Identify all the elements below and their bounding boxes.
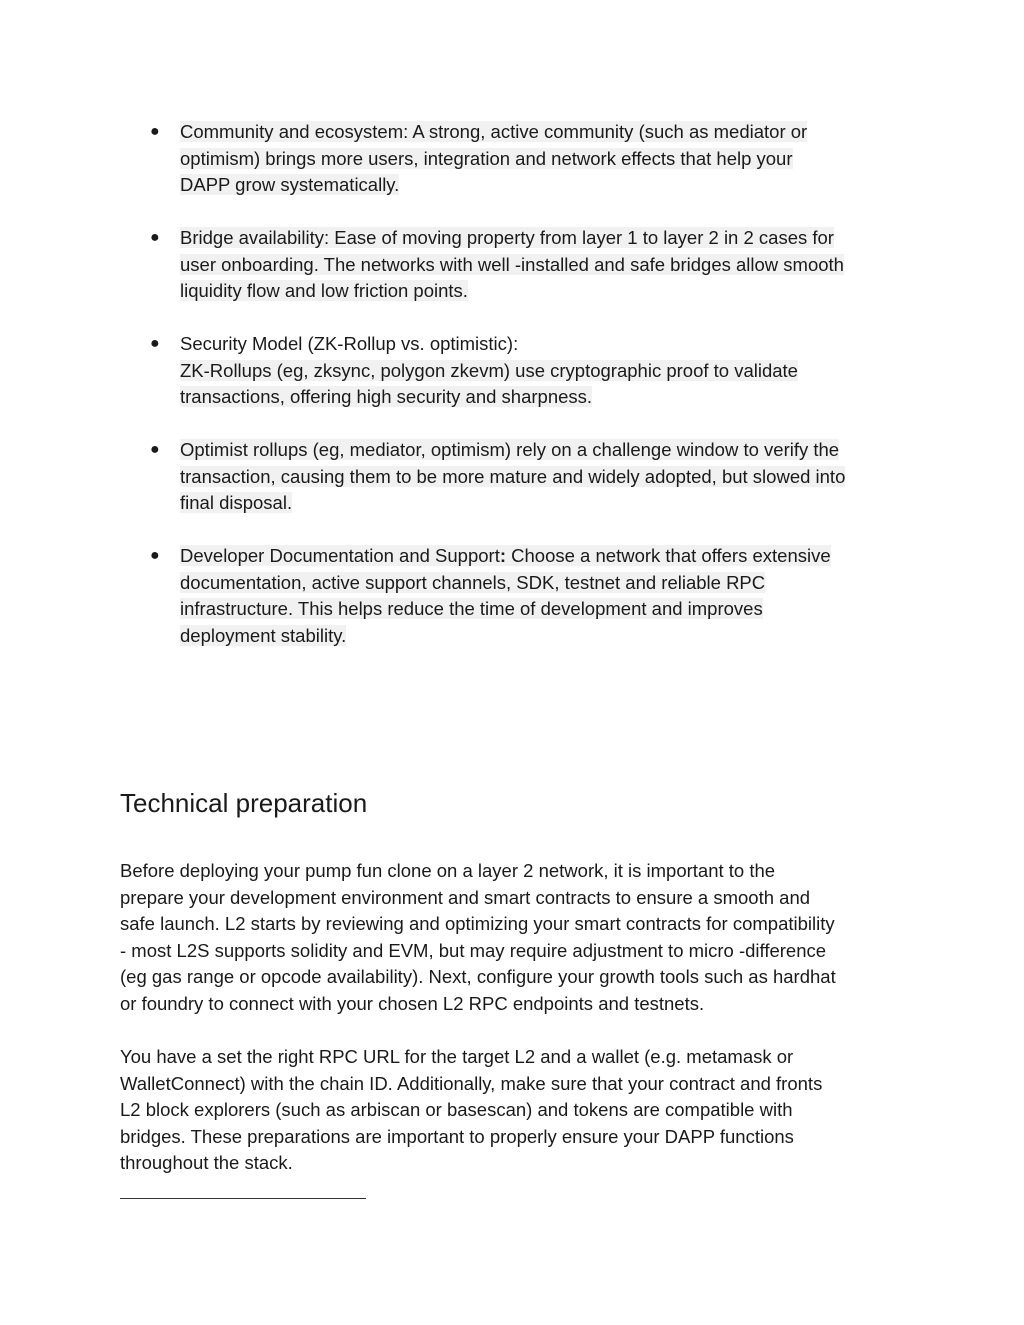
footnote-divider [120, 1198, 366, 1199]
paragraph-line: You have a set the right RPC URL for the target L2 and a wallet (e.g. metamask or [120, 1046, 794, 1067]
bullet-text-line: user onboarding. The networks with well -installed and safe bridges allow smooth [180, 253, 844, 275]
bullet-dot-icon: ● [150, 547, 160, 564]
paragraph-line: (eg gas range or opcode availability). Next, configure your growth tools such as hardhat [120, 966, 836, 987]
bullet-label-colon: : [499, 545, 507, 566]
bullet-item-security-model [150, 331, 920, 411]
paragraph-technical-intro [120, 858, 920, 1017]
paragraph-line: bridges. These preparations are important to properly ensure your DAPP functions [120, 1125, 794, 1147]
paragraph-rpc-setup [120, 1044, 920, 1177]
bullet-label: Developer Documentation and Support [180, 545, 500, 566]
paragraph-line: Before deploying your pump fun clone on a layer 2 network, it is important to the [120, 860, 776, 881]
bullet-text-line: final disposal. [180, 492, 293, 513]
paragraph-line: prepare your development environment and smart contracts to ensure a smooth and [120, 886, 811, 908]
bullet-dot-icon: ● [150, 441, 160, 458]
bullet-item-bridge-availability [150, 225, 920, 305]
paragraph-line: throughout the stack. [120, 1152, 293, 1173]
bullet-text-line: optimism) brings more users, integration and network effects that help your [180, 147, 793, 169]
bullet-text-line: deployment stability. [180, 624, 347, 646]
bullet-list [150, 119, 920, 676]
bullet-text-line: Choose a network that offers extensive [506, 545, 831, 566]
bullet-text-line: Security Model (ZK-Rollup vs. optimistic): [180, 333, 519, 354]
bullet-item-developer-docs [150, 543, 920, 649]
bullet-text-line: infrastructure. This helps reduce the time of development and improves [180, 598, 763, 619]
bullet-text-line: Optimist rollups (eg, mediator, optimism) rely on a challenge window to verify the [180, 439, 840, 460]
paragraph-line: or foundry to connect with your chosen L2 RPC endpoints and testnets. [120, 992, 705, 1014]
section-heading: Technical preparation [120, 788, 368, 818]
bullet-text-line: liquidity flow and low friction points. [180, 280, 468, 301]
bullet-text-line: Community and ecosystem: A strong, active community (such as mediator or [180, 121, 808, 142]
bullet-dot-icon: ● [150, 229, 160, 246]
paragraph-line: - most L2S supports solidity and EVM, but may require adjustment to micro -difference [120, 939, 827, 961]
bullet-dot-icon: ● [150, 335, 160, 352]
bullet-text-line: documentation, active support channels, SDK, testnet and reliable RPC [180, 571, 766, 593]
bullet-item-optimist-rollups [150, 437, 920, 517]
bullet-text-line: ZK-Rollups (eg, zksync, polygon zkevm) use cryptographic proof to validate [180, 359, 798, 381]
bullet-text-line: Bridge availability: Ease of moving property from layer 1 to layer 2 in 2 cases for [180, 227, 834, 248]
paragraph-line: WalletConnect) with the chain ID. Additionally, make sure that your contract and fronts [120, 1072, 823, 1094]
paragraph-line: L2 block explorers (such as arbiscan or basescan) and tokens are compatible with [120, 1099, 793, 1120]
paragraph-line: safe launch. L2 starts by reviewing and optimizing your smart contracts for compatibility [120, 913, 835, 934]
bullet-dot-icon: ● [150, 123, 160, 140]
bullet-text-line: DAPP grow systematically. [180, 174, 400, 195]
bullet-text-line: transaction, causing them to be more mature and widely adopted, but slowed into [180, 465, 846, 487]
bullet-item-community [150, 119, 920, 199]
bullet-text-line: transactions, offering high security and sharpness. [180, 386, 593, 407]
